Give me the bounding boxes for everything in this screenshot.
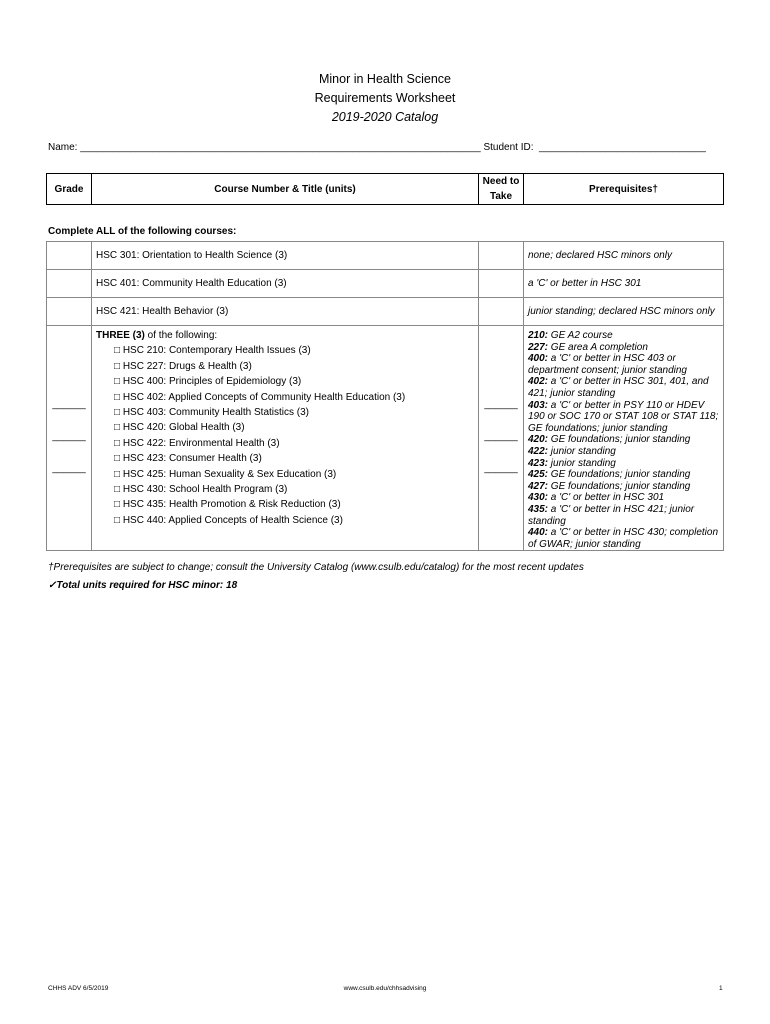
prereq-num: 420: — [528, 434, 549, 446]
prereq-text: GE foundations; junior standing — [548, 434, 691, 446]
elective-prereq-list — [524, 326, 724, 551]
prereq-text: a 'C' or better in HSC 421; junior standing — [528, 503, 695, 527]
elective-label: HSC 423: Consumer Health (3) — [122, 453, 262, 465]
list-item[interactable] — [96, 497, 474, 512]
need-blanks[interactable] — [479, 326, 524, 551]
prereq-entry — [528, 492, 664, 503]
prereq-num: 400: — [528, 353, 549, 365]
header-course: Course Number & Title (units) — [92, 174, 479, 205]
name-field[interactable]: ________________________________________________________________________ — [80, 142, 481, 153]
list-item[interactable] — [96, 359, 474, 374]
prereq-text: junior standing — [548, 457, 616, 469]
grade-blank[interactable]: ______ — [52, 463, 86, 474]
checkbox-icon[interactable]: □ — [114, 422, 121, 434]
checkbox-icon[interactable]: □ — [114, 345, 121, 357]
prereq-num: 440: — [528, 527, 549, 539]
list-item[interactable] — [96, 451, 474, 466]
grade-blanks[interactable] — [47, 326, 92, 551]
prereq-num: 403: — [528, 399, 549, 411]
need-cell[interactable] — [479, 270, 524, 298]
prereq-num: 435: — [528, 503, 549, 515]
prereq-cell: junior standing; declared HSC minors only — [524, 298, 724, 326]
table-row — [47, 270, 724, 298]
prereq-num: 425: — [528, 469, 549, 481]
prereq-text: GE A2 course — [548, 330, 613, 341]
list-item[interactable] — [96, 390, 474, 405]
grade-blank[interactable]: ______ — [52, 399, 86, 410]
checkbox-icon[interactable]: □ — [114, 407, 121, 419]
title-line-2: Requirements Worksheet — [314, 91, 456, 105]
elective-label: HSC 425: Human Sexuality & Sex Education (3) — [122, 468, 337, 480]
elective-label: HSC 400: Principles of Epidemiology (3) — [122, 376, 302, 388]
prereq-entry — [528, 504, 694, 527]
elective-label: HSC 210: Contemporary Health Issues (3) — [122, 345, 311, 357]
header-need-1: Need to — [482, 176, 520, 187]
elective-label: HSC 402: Applied Concepts of Community Health Education (3) — [122, 391, 406, 403]
checkbox-icon[interactable]: □ — [114, 499, 121, 511]
prereq-text: a 'C' or better in HSC 430; completion of GWAR; junior standing — [528, 527, 719, 550]
prereq-entry — [528, 469, 690, 480]
prereq-entry — [528, 400, 718, 434]
grade-cell[interactable] — [47, 242, 92, 270]
elective-label: HSC 430: School Health Program (3) — [122, 484, 288, 496]
table-row — [47, 242, 724, 270]
need-cell[interactable] — [479, 242, 524, 270]
course-cell: HSC 421: Health Behavior (3) — [92, 298, 479, 326]
need-blank[interactable]: ______ — [484, 399, 518, 410]
prereq-entry — [528, 434, 690, 445]
footer-left: CHHS ADV 6/5/2019 — [48, 985, 109, 992]
list-item[interactable] — [96, 374, 474, 389]
checkbox-icon[interactable]: □ — [114, 391, 121, 403]
grade-blank[interactable]: ______ — [52, 431, 86, 442]
elective-label: HSC 403: Community Health Statistics (3) — [122, 407, 309, 419]
total-units-note: ✓Total units required for HSC minor: 18 — [48, 580, 238, 591]
prereq-entry — [528, 481, 690, 492]
list-item[interactable] — [96, 513, 474, 528]
elective-intro — [96, 328, 474, 343]
need-blank[interactable]: ______ — [484, 431, 518, 442]
prereq-entry — [528, 342, 648, 353]
prereq-text: a 'C' or better in HSC 301, 401, and 421; junior standing — [528, 376, 709, 399]
header-grade: Grade — [47, 174, 92, 205]
elective-label: HSC 227: Drugs & Health (3) — [122, 360, 252, 372]
footer-page-number: 1 — [719, 985, 723, 992]
prereq-num: 427: — [528, 480, 549, 492]
footer-url[interactable]: www.csulb.edu/chhsadvising — [343, 985, 427, 992]
prereq-text: a 'C' or better in HSC 403 or department consent; junior standing — [528, 353, 687, 376]
title-line-1: Minor in Health Science — [318, 72, 451, 86]
checkbox-icon[interactable]: □ — [114, 376, 121, 388]
checkbox-icon[interactable]: □ — [114, 360, 121, 372]
course-cell: HSC 401: Community Health Education (3) — [92, 270, 479, 298]
list-item[interactable] — [96, 482, 474, 497]
grade-cell[interactable] — [47, 298, 92, 326]
prereq-entry — [528, 527, 718, 550]
prereq-entry — [528, 376, 709, 399]
header-need-to-take — [479, 174, 524, 205]
table-row — [47, 298, 724, 326]
need-blank[interactable]: ______ — [484, 463, 518, 474]
prereq-text: GE area A completion — [548, 341, 648, 353]
student-id-label: Student ID: — [483, 142, 534, 153]
list-item[interactable] — [96, 436, 474, 451]
prereq-entry — [528, 458, 616, 469]
name-label: Name: — [48, 142, 78, 153]
requirements-table — [46, 241, 724, 551]
list-item[interactable] — [96, 343, 474, 358]
header-need-2: Take — [489, 191, 513, 202]
prereq-text: junior standing — [548, 445, 616, 457]
list-item[interactable] — [96, 420, 474, 435]
checkbox-icon[interactable]: □ — [114, 437, 121, 449]
checkbox-icon[interactable]: □ — [114, 484, 121, 496]
elective-count: THREE (3) — [96, 330, 145, 341]
list-item[interactable] — [96, 405, 474, 420]
prereq-num: 402: — [528, 376, 549, 388]
elective-label: HSC 422: Environmental Health (3) — [122, 437, 280, 449]
prereq-text: a 'C' or better in PSY 110 or HDEV 190 or SOC 170 or STAT 108 or STAT 118; GE foundations; junior standing — [528, 399, 719, 434]
prereq-num: 210: — [528, 330, 549, 341]
prereq-text: GE foundations; junior standing — [548, 480, 691, 492]
checkbox-icon[interactable]: □ — [114, 514, 121, 526]
prereq-cell: a 'C' or better in HSC 301 — [524, 270, 724, 298]
checkbox-icon[interactable]: □ — [114, 453, 121, 465]
prereq-text: GE foundations; junior standing — [548, 469, 691, 481]
prereq-entry — [528, 446, 616, 457]
list-item[interactable] — [96, 467, 474, 482]
grade-cell[interactable] — [47, 270, 92, 298]
prerequisite-note: †Prerequisites are subject to change; consult the University Catalog (www.csulb.edu/catalog) for the most recent updates — [48, 562, 584, 573]
need-cell[interactable] — [479, 298, 524, 326]
elective-label: HSC 440: Applied Concepts of Health Science (3) — [122, 514, 343, 526]
prereq-entry — [528, 330, 613, 341]
elective-label: HSC 420: Global Health (3) — [122, 422, 245, 434]
checkbox-icon[interactable]: □ — [114, 468, 121, 480]
name-row — [48, 142, 706, 153]
header-prereq: Prerequisites† — [524, 174, 724, 205]
prereq-text: a 'C' or better in HSC 301 — [548, 492, 665, 504]
prereq-num: 227: — [528, 341, 549, 353]
course-cell: HSC 301: Orientation to Health Science (3) — [92, 242, 479, 270]
prereq-num: 423: — [528, 457, 549, 469]
header-table — [46, 173, 724, 205]
prereq-num: 430: — [528, 492, 549, 504]
student-id-field[interactable]: ______________________________ — [539, 142, 706, 153]
elective-label: HSC 435: Health Promotion & Risk Reduction (3) — [122, 499, 341, 511]
elective-course-list — [92, 326, 479, 551]
prereq-num: 422: — [528, 445, 549, 457]
title-line-3: 2019-2020 Catalog — [331, 110, 439, 124]
prereq-cell: none; declared HSC minors only — [524, 242, 724, 270]
prereq-entry — [528, 353, 687, 376]
table-row-electives — [47, 326, 724, 551]
elective-intro-rest: of the following: — [144, 330, 218, 341]
section-title: Complete ALL of the following courses: — [48, 226, 237, 237]
